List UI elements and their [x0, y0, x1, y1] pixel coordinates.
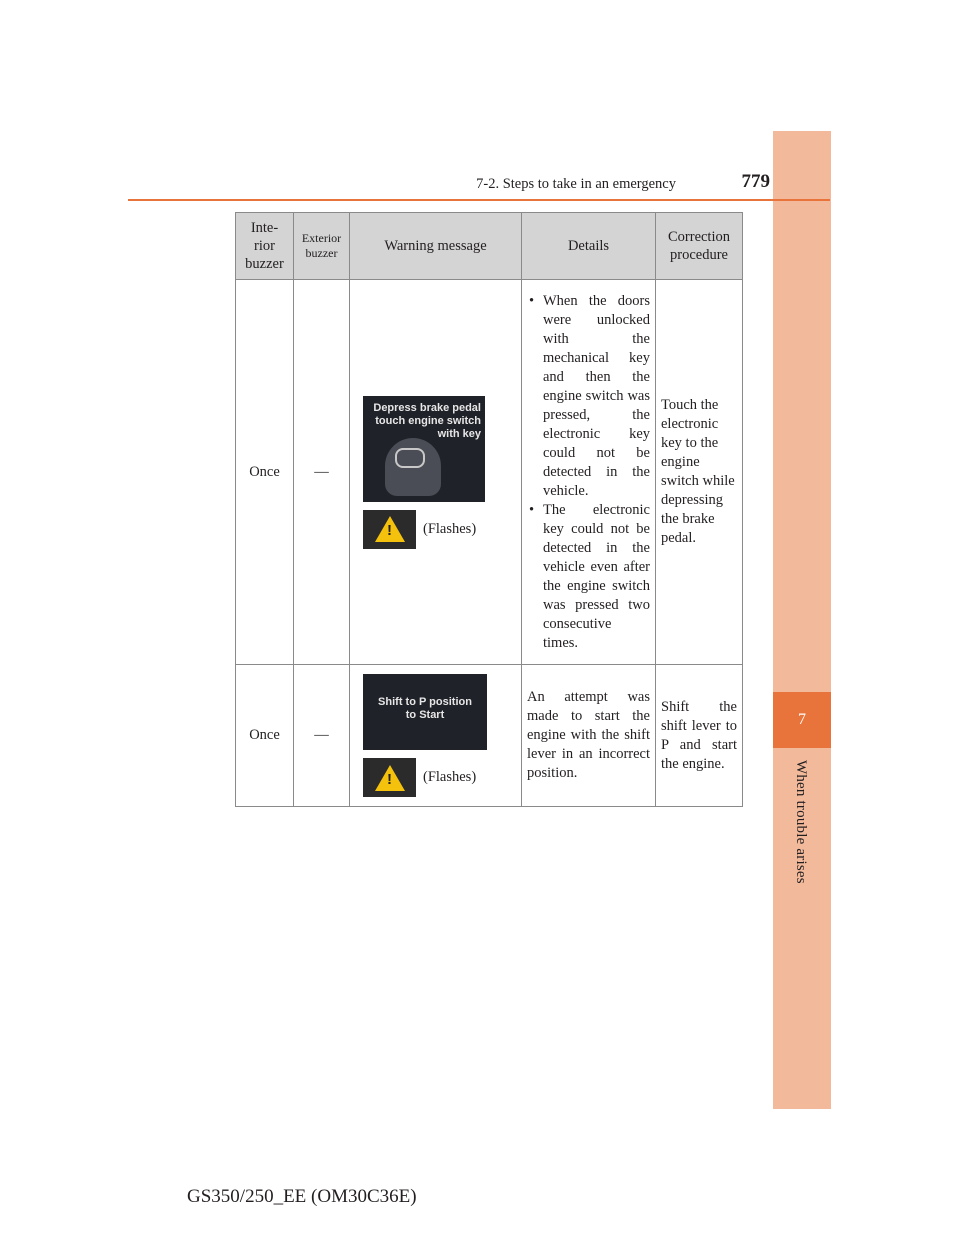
indicator-row: [363, 758, 520, 797]
exterior-buzzer-cell: —: [294, 280, 350, 665]
chapter-number: 7: [798, 711, 806, 728]
flashes-label: (Flashes): [423, 520, 477, 537]
indicator-row: [363, 510, 520, 549]
details-cell: [522, 280, 656, 665]
warning-triangle-icon: !: [363, 510, 416, 549]
exterior-buzzer-cell: —: [294, 665, 350, 807]
warning-triangle-icon: !: [363, 758, 416, 797]
warning-message-cell: [350, 665, 522, 807]
key-graphic: [395, 448, 425, 468]
column-header-correction-procedure: Correction procedure: [656, 213, 743, 280]
correction-text: Shift the shift lever to P and start the engine.: [661, 698, 737, 772]
model-code-footer: GS350/250_EE (OM30C36E): [187, 1186, 417, 1207]
page-number: 779: [741, 171, 770, 192]
chapter-number-box: [773, 692, 831, 748]
table-row: [236, 280, 743, 665]
column-header-warning-message: Warning message: [350, 213, 522, 280]
details-text: An attempt was made to start the engine with the shift lever in an incorrect position.: [527, 689, 650, 781]
header-divider: [128, 199, 830, 201]
chapter-title: When trouble arises: [793, 760, 809, 884]
column-header-exterior-buzzer: Exterior buzzer: [294, 213, 350, 280]
warning-message-cell: [350, 280, 522, 665]
table-row: [236, 665, 743, 807]
message-display-text: Depress brake pedal touch engine switch with key: [373, 401, 481, 440]
message-display-text: Shift to P position to Start: [378, 696, 472, 721]
correction-cell: [656, 665, 743, 807]
interior-buzzer-cell: Once: [236, 280, 294, 665]
column-header-interior-buzzer: Inte- rior buzzer: [236, 213, 294, 280]
message-display-image: [363, 396, 485, 502]
warning-table: [235, 212, 743, 807]
side-tab: [773, 131, 831, 1109]
section-header: 7-2. Steps to take in an emergency: [476, 176, 676, 192]
details-cell: [522, 665, 656, 807]
column-header-details: Details: [522, 213, 656, 280]
flashes-label: (Flashes): [423, 769, 477, 785]
message-display-image: [363, 674, 487, 750]
list-item: • When the doors were unlocked with the mechanical key and then the engine switch was pressed, the electronic key could not be detected in the vehicle.: [527, 292, 650, 501]
list-item: • The electronic key could not be detected in the vehicle even after the engine switch was pressed two consecutive times.: [527, 501, 650, 653]
interior-buzzer-cell: Once: [236, 665, 294, 807]
correction-text: Touch the electronic key to the engine switch while depressing the brake pedal.: [661, 397, 735, 546]
correction-cell: [656, 280, 743, 665]
